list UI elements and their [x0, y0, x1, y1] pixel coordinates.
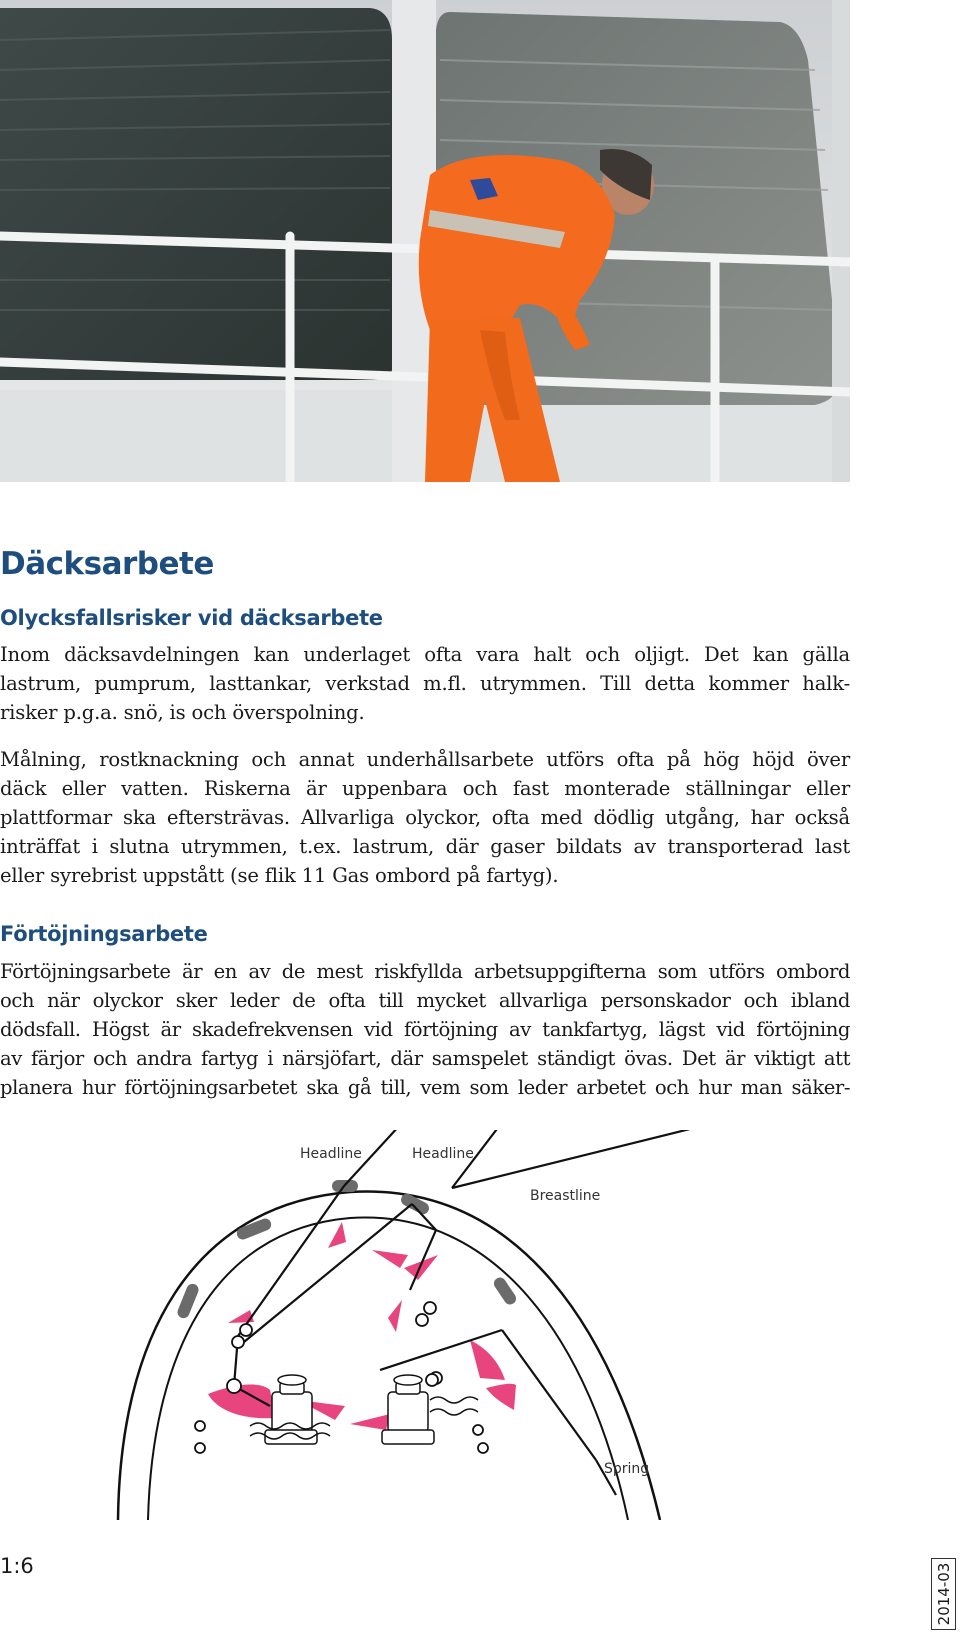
- mooring-diagram: [100, 1130, 760, 1520]
- paragraph-risks-2: [0, 745, 850, 890]
- deck-work-photo: [0, 0, 850, 482]
- fairleads: [176, 1180, 519, 1320]
- text-line: av färjor och andra fartyg i närsjöfart, där samspelet ständigt övas. Det är viktigt att: [0, 1047, 850, 1070]
- hull-inner: [148, 1217, 628, 1520]
- text-line: plattformar ska eftersträvas. Allvarliga olyckor, ofta med dödlig utgång, har också: [0, 806, 850, 829]
- page-title: Däcksarbete: [0, 546, 214, 582]
- bollards: [195, 1302, 488, 1453]
- label-spring: Spring: [604, 1461, 650, 1477]
- label-headline-2: Headline: [412, 1146, 474, 1162]
- label-headline-1: Headline: [300, 1146, 362, 1162]
- text-line: eller syrebrist uppstått (se flik 11 Gas ombord på fartyg).: [0, 864, 559, 887]
- text-line: Målning, rostknackning och annat underhållsarbete utförs ofta på hög höjd över: [0, 748, 850, 771]
- snap-back-zones: [208, 1222, 516, 1430]
- text-line: Förtöjningsarbete är en av de mest riskfyllda arbetsuppgifterna som utförs ombord: [0, 960, 850, 983]
- section-title-mooring: Förtöjningsarbete: [0, 922, 208, 946]
- paragraph-mooring: [0, 957, 850, 1102]
- paragraph-risks-1: [0, 640, 850, 727]
- text-line: dödsfall. Högst är skadefrekvensen vid förtöjning av tankfartyg, lägst vid förtöjning: [0, 1018, 850, 1041]
- hull-outer: [118, 1192, 660, 1520]
- text-line: risker p.g.a. snö, is och överspolning.: [0, 701, 365, 724]
- text-line: däck eller vatten. Riskerna är uppenbara och fast monterade ställningar eller: [0, 777, 850, 800]
- date-text: 2014-03: [934, 1562, 953, 1626]
- text-line: och när olyckor sker leder de ofta till mycket allvarliga personskador och ibland: [0, 989, 850, 1012]
- text-line: inträffat i slutna utrymmen, t.ex. lastrum, där gaser bildats av transporterad last: [0, 835, 850, 858]
- section-title-risks: Olycksfallsrisker vid däcksarbete: [0, 606, 383, 630]
- page-number: 1:6: [0, 1554, 34, 1578]
- text-line: Inom däcksavdelningen kan underlaget ofta vara halt och oljigt. Det kan gälla: [0, 643, 850, 666]
- text-line: lastrum, pumprum, lasttankar, verkstad m.fl. utrymmen. Till detta kommer halk-: [0, 672, 850, 695]
- date-stamp: [931, 1558, 956, 1630]
- label-breastline: Breastline: [530, 1188, 601, 1204]
- text-line: planera hur förtöjningsarbetet ska gå till, vem som leder arbetet och hur man säker-: [0, 1076, 850, 1099]
